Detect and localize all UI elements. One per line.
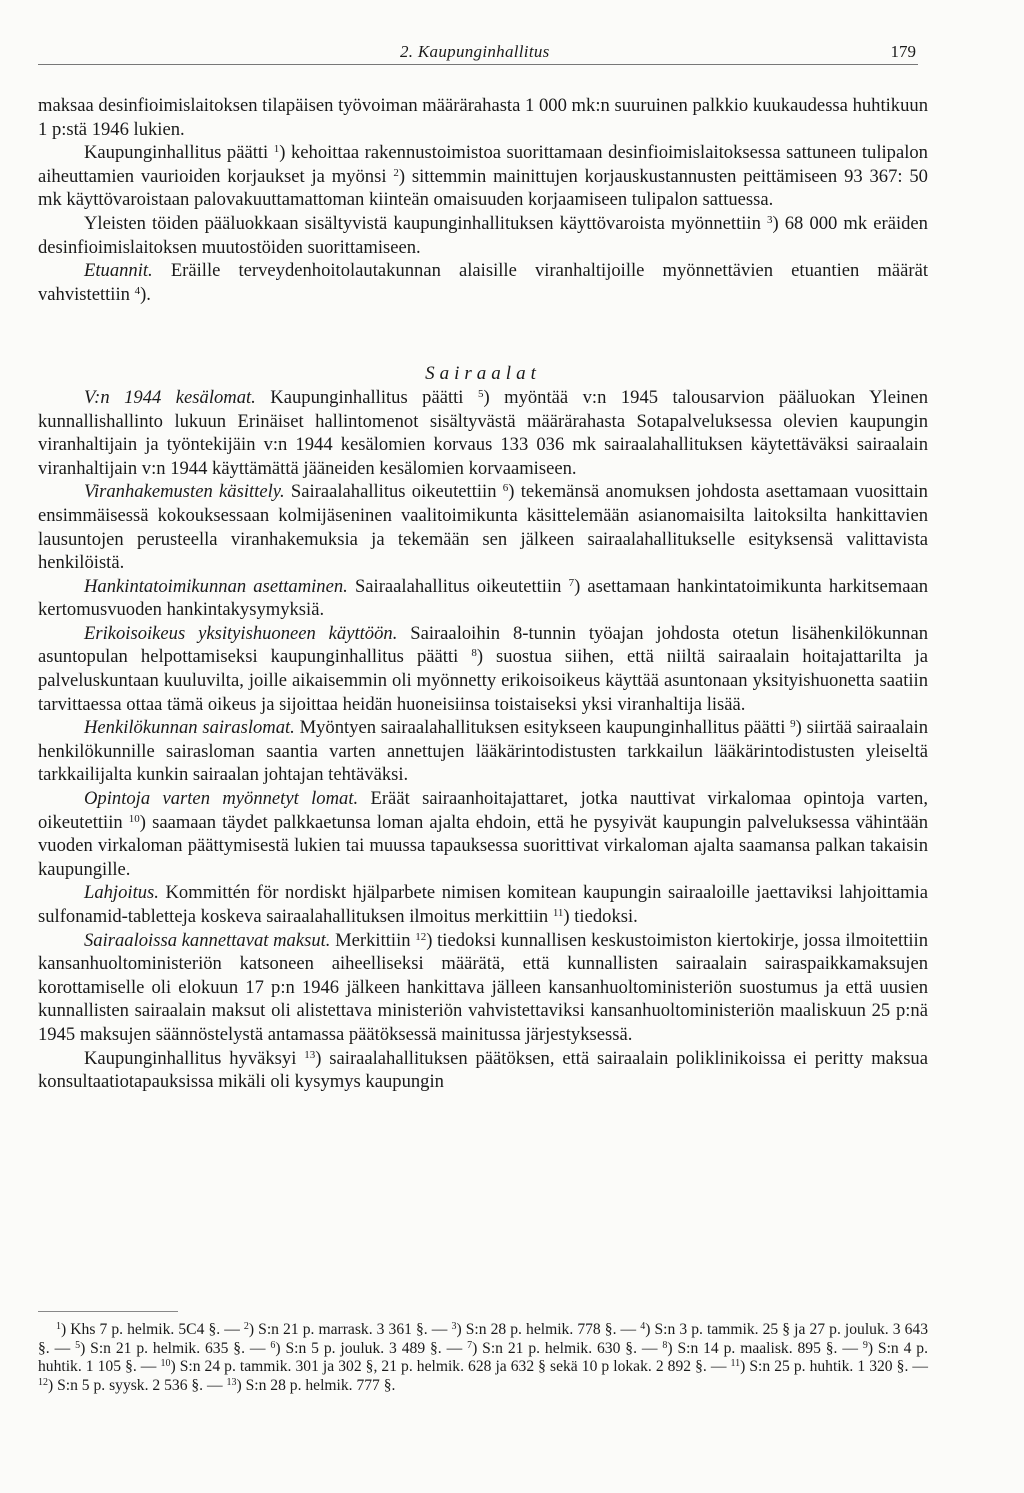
paragraph bbox=[38, 929, 928, 1047]
paragraph-lead: V:n 1944 kesälomat. bbox=[84, 386, 256, 408]
paragraph-text: Kaupunginhallitus päätti $^1$) kehoittaa rakennustoimistoa suorittamaan desinfioimislaitoksessa sattuneen tulipalon aiheuttamien vaurioiden korjaukset ja myönsi $^2$) sittemmin mainittujen korjauskustannusten peittämiseen 93 367: 50 mk käyttövaroistaan palovakuuttamattoman kiinteän omaisuuden korjaamiseen tulipalon sattuessa. bbox=[38, 142, 928, 211]
paragraph-text: Merkittiin $^{12}$) tiedoksi kunnallisen keskustoimiston kiertokirje, jossa ilmoitettiin kansanhuoltoministeriön katsoneen aiheelliseksi määrätä, että kunnallisten sairaalain sairaspaikkamaksujen korottamiselle oli elokuun 17 p:n 1946 jälkeen hankittava jälleen kansanhuoltoministeriön suostumus ja että uusien kunnallisten sairaalain maksut oli alistettava ministeriön vahvistettaviksi kansanhuoltoministeriön maaliskuun 25 p:nä 1945 maksujen säännöstelystä antamassa päätöksessä mainitussa järjestyksessä. bbox=[38, 929, 928, 1045]
paragraph bbox=[38, 622, 928, 716]
running-title: 2. Kaupunginhallitus bbox=[400, 42, 550, 61]
intro-paragraphs bbox=[38, 94, 928, 306]
paragraph-text: maksaa desinfioimislaitoksen tilapäisen työvoiman määrärahasta 1 000 mk:n suuruinen palkkio kuukaudessa huhtikuun 1 p:stä 1946 lukien. bbox=[38, 95, 928, 140]
paragraph-lead: Erikoisoikeus yksityishuoneen käyttöön. bbox=[84, 622, 398, 644]
paragraph bbox=[38, 480, 928, 574]
paragraph-lead: Hankintatoimikunnan asettaminen. bbox=[84, 575, 348, 597]
section-paragraphs bbox=[38, 386, 928, 1094]
section-heading: Sairaalat bbox=[425, 363, 541, 385]
paragraph bbox=[38, 787, 928, 881]
paragraph-lead: Sairaaloissa kannettavat maksut. bbox=[84, 929, 331, 951]
paragraph bbox=[38, 881, 928, 928]
paragraph bbox=[38, 94, 928, 141]
paragraph bbox=[38, 716, 928, 787]
paragraph-text: Kaupunginhallitus hyväksyi $^{13}$) sairaalahallituksen päätöksen, että sairaalain poliklinikoissa ei peritty maksua konsultaatiotapauksissa mikäli oli kysymys kaupungin bbox=[38, 1047, 928, 1093]
paragraph-lead: Lahjoitus. bbox=[84, 882, 159, 904]
page-number: 179 bbox=[890, 42, 916, 61]
paragraph-text: Eräille terveydenhoitolautakunnan alaisille viranhaltijoille myönnettävien etuantien määrät vahvistettiin $^4$). bbox=[38, 260, 928, 305]
paragraph bbox=[38, 212, 928, 259]
paragraph-text: Sairaalahallitus oikeutettiin $^6$) tekemänsä anomuksen johdosta asettamaan vuosittain ensimmäisessä kokouksessaan kolmijäseninen vaalitoimikunta käsittelemään asianomaisilta laitoksilta hankittavien lausuntojen perusteella viranhakemuksia ja tekemään sen jälkeen sairaalahallitukselle esityksensä valittavista henkilöistä. bbox=[38, 481, 928, 574]
page-header bbox=[38, 38, 918, 65]
paragraph-lead: Viranhakemusten käsittely. bbox=[84, 481, 285, 503]
paragraph bbox=[38, 386, 928, 480]
paragraph-lead: Opintoja varten myönnetyt lomat. bbox=[84, 788, 359, 810]
footnote-rule bbox=[38, 1311, 178, 1312]
paragraph-lead: Henkilökunnan sairaslomat. bbox=[84, 717, 295, 739]
paragraph bbox=[38, 575, 928, 622]
paragraph-text: Sairaalahallitus oikeutettiin $^7$) asettamaan hankintatoimikunta harkitsemaan kertomusvuoden hankintakysymyksiä. bbox=[38, 575, 928, 621]
paragraph bbox=[38, 259, 928, 306]
paragraph-text: Myöntyen sairaalahallituksen esitykseen kaupunginhallitus päätti $^9$) siirtää sairaalain henkilökunnille sairasloman saantia varten annettujen lääkärintodistusten tarkkailun lääkärintodistusten yleiseltä tarkkailijalta kunkin sairaalan johtajan tehtäväksi. bbox=[38, 717, 929, 786]
paragraph-text: Kaupunginhallitus päätti $^5$) myöntää v:n 1945 talousarvion pääluokan Yleinen kunnallishallinto lukuun Erinäiset hallintomenot sisältyvästä määrärahasta Sotapalveluksessa olevien kaupungin viranhaltijain ja työntekijäin v:n 1944 kesälomien korvaus 133 036 mk sairaalahallituksen käytettäväksi sairaalain viranhaltijain v:n 1944 käyttämättä jääneiden kesälomien korvaamiseen. bbox=[38, 386, 928, 479]
body-text bbox=[38, 94, 928, 1094]
paragraph bbox=[38, 141, 928, 212]
footnotes bbox=[38, 1321, 928, 1395]
paragraph-text: Yleisten töiden pääluokkaan sisältyvistä kaupunginhallituksen käyttövaroista myönnettiin $^3$) 68 000 mk eräiden desinfioimislaitoksen muutostöiden suorittamiseen. bbox=[38, 212, 928, 258]
paragraph-text: Kommittén för nordiskt hjälparbete nimisen komitean kaupungin sairaaloille jaettaviksi lahjoittamia sulfonamid-tabletteja koskeva sairaalahallituksen ilmoitus merkittiin $^{11}$) tiedoksi. bbox=[38, 882, 928, 927]
footnote-text: $^1$) Khs 7 p. helmik. 5C4 §. — $^2$) S:n 21 p. marrask. 3 361 §. — $^3$) S:n 28 p. helmik. 778 §. — $^4$) S:n 3 p. tammik. 25 § ja 27 p. jouluk. 3 643 §. — $^5$) S:n 21 p. helmik. 635 §. — $^6$) S:n 5 p. jouluk. 3 489 §. — $^7$) S:n 21 p. helmik. 630 §. — $^8$) S:n 14 p. maalisk. 895 §. — $^9$) S:n 4 p. huhtik. 1 105 §. — $^{10}$) S:n 24 p. tammik. 301 ja 302 §, 21 p. helmik. 628 ja 632 § sekä 10 p lokak. 2 892 §. — $^{11}$) S:n 25 p. huhtik. 1 320 §. — $^{12}$) S:n 5 p. syysk. 2 536 §. — $^{13}$) S:n 28 p. helmik. 777 §. bbox=[38, 1321, 929, 1394]
paragraph-text: Sairaaloihin 8-tunnin työajan johdosta otetun lisähenkilökunnan asuntopulan helpottamiseksi kaupunginhallitus päätti $^8$) suostua siihen, että niiltä sairaalain hoitajattarilta ja palveluskuntaan kuuluvilta, joille aikaisemmin oli myönnetty erikoisoikeus käyttää asuntonaan yksityishuonetta saatiin tarvittaessa ottaa tämä oikeus ja sijoittaa heidän huoneisiinsa toistaiseksi yksi viranhaltija lisää. bbox=[38, 622, 929, 715]
paragraph-text: Eräät sairaanhoitajattaret, jotka nauttivat virkalomaa opintoja varten, oikeutettiin $^{10}$) saamaan täydet palkkaetunsa loman ajalta ehdoin, että he pysyivät kaupungin palveluksessa vähintään vuoden virkaloman päättymisestä lukien tai muussa tapauksessa suorittivat virkaloman ajalta saamansa palkan takaisin kaupungille. bbox=[38, 788, 929, 880]
paragraph bbox=[38, 1047, 928, 1094]
paragraph-lead: Etuannit. bbox=[84, 260, 153, 282]
